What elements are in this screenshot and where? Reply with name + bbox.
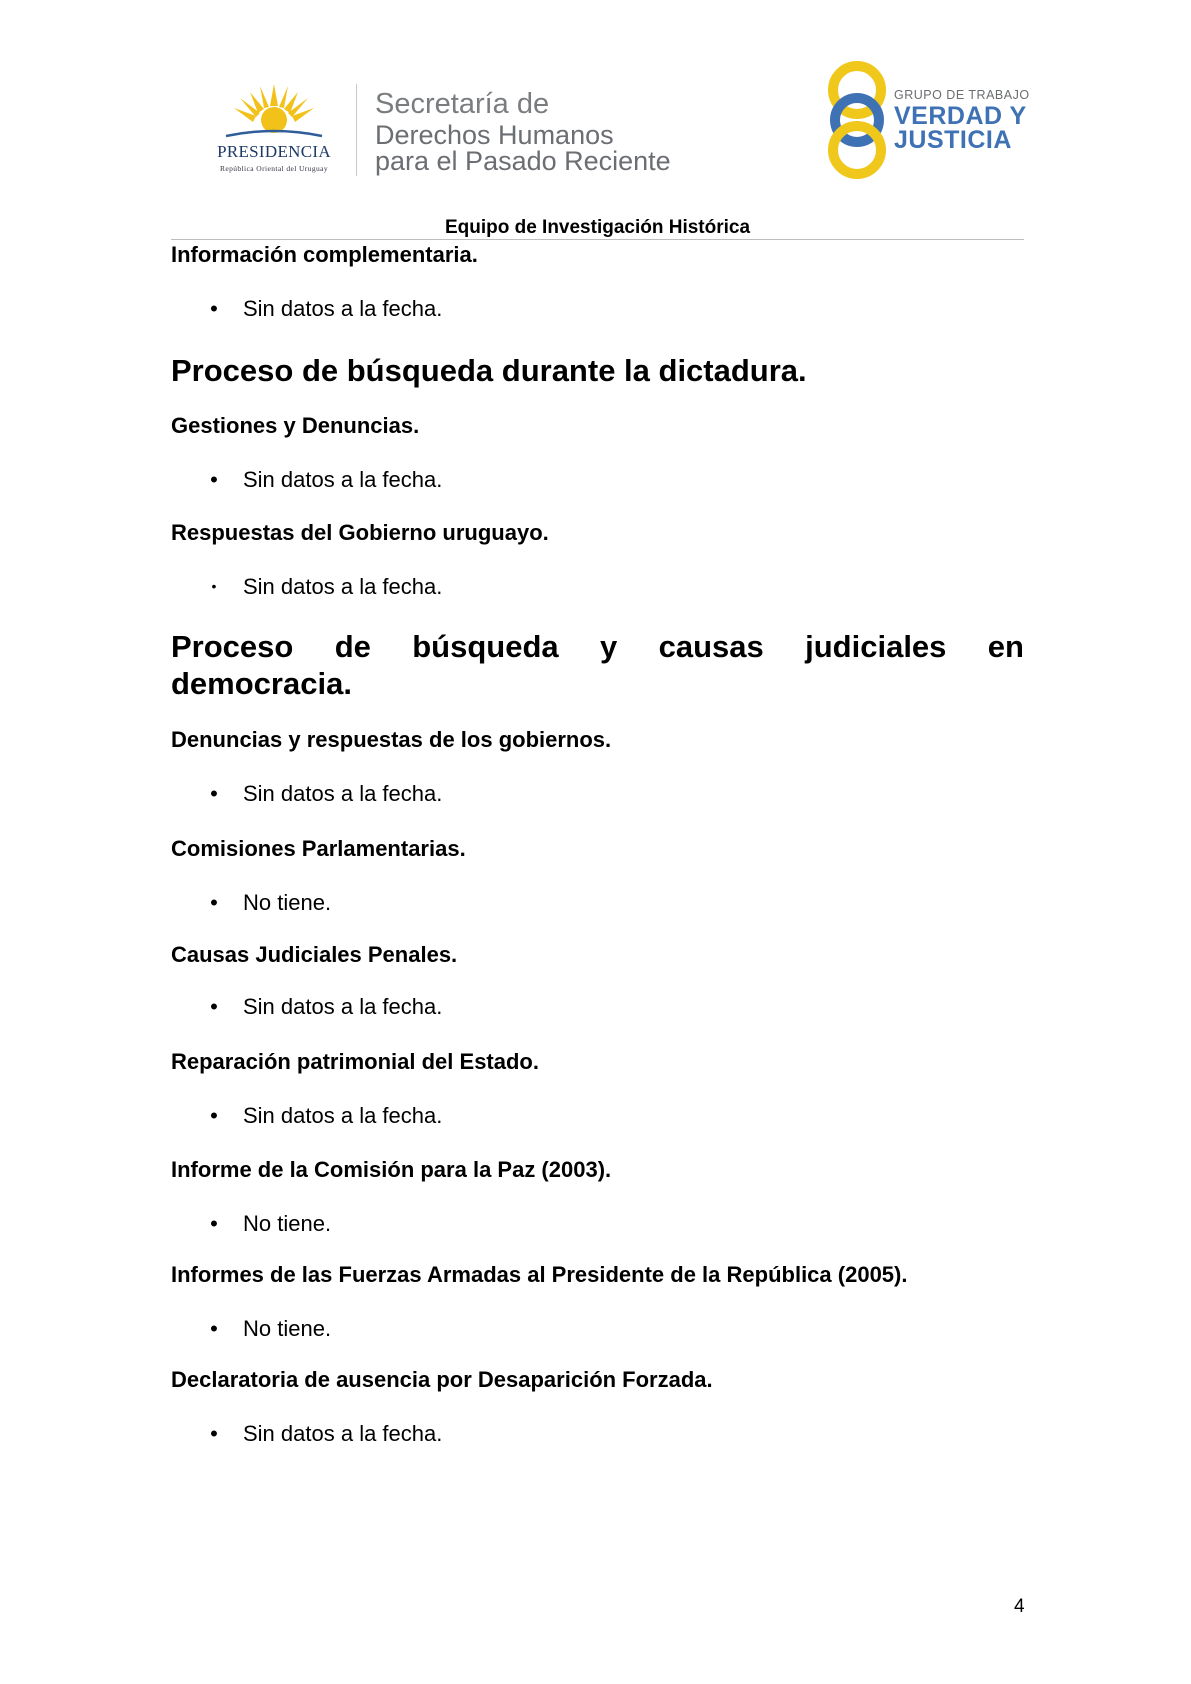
section-title-democracia-line-2: democracia.	[171, 666, 352, 701]
presidencia-name: PRESIDENCIA	[217, 142, 331, 161]
heading-declaratoria: Declaratoria de ausencia por Desaparición Forzada.	[171, 1367, 713, 1392]
list-item-text: Sin datos a la fecha.	[243, 574, 443, 599]
grupo-trabajo-label: GRUPO DE TRABAJO	[894, 88, 1030, 102]
verdad-label: VERDAD Y	[894, 102, 1027, 130]
section-title-democracia-line-1	[171, 629, 1024, 665]
bullet-icon: •	[210, 1316, 218, 1341]
heading-denuncias: Denuncias y respuestas de los gobiernos.	[171, 727, 612, 752]
page-number: 4	[1014, 1596, 1025, 1617]
heading-word: Proceso	[171, 629, 294, 664]
logo-divider	[356, 84, 357, 176]
heading-info-complementaria: Información complementaria.	[171, 242, 478, 267]
secretaria-line-1: Secretaría de	[375, 88, 550, 120]
heading-informe-paz: Informe de la Comisión para la Paz (2003).	[171, 1157, 612, 1182]
bullet-icon: •	[210, 994, 218, 1019]
bullet-icon: •	[211, 578, 217, 594]
interlinked-rings-icon	[822, 58, 892, 182]
sun-emblem-icon	[224, 82, 324, 142]
header-rule	[171, 239, 1024, 240]
list-item-text: No tiene.	[243, 1316, 332, 1341]
heading-word: búsqueda	[412, 629, 559, 664]
heading-causas: Causas Judiciales Penales.	[171, 942, 458, 967]
bullet-icon: •	[210, 890, 218, 915]
presidencia-logo	[196, 82, 352, 174]
verdad-justicia-logo	[822, 58, 1030, 182]
heading-comisiones: Comisiones Parlamentarias.	[171, 836, 466, 861]
list-item-text: No tiene.	[243, 890, 332, 915]
bullet-icon: •	[210, 781, 218, 806]
heading-word: en	[987, 629, 1024, 664]
list-item-text: Sin datos a la fecha.	[243, 781, 443, 806]
justicia-label: JUSTICIA	[894, 126, 1012, 154]
bullet-icon: •	[210, 296, 218, 321]
bullet-icon: •	[210, 467, 218, 492]
heading-informes-ffaa: Informes de las Fuerzas Armadas al Presidente de la República (2005).	[171, 1262, 908, 1287]
list-item-text: Sin datos a la fecha.	[243, 1103, 443, 1128]
heading-word: judiciales	[805, 629, 947, 664]
bullet-icon: •	[210, 1421, 218, 1446]
presidencia-subtitle: República Oriental del Uruguay	[219, 164, 328, 173]
heading-word: de	[334, 629, 371, 664]
secretaria-line-2: Derechos Humanos	[375, 120, 614, 150]
heading-word: causas	[658, 629, 764, 664]
heading-reparacion: Reparación patrimonial del Estado.	[171, 1049, 539, 1074]
bullet-icon: •	[210, 1211, 218, 1236]
section-title-dictadura: Proceso de búsqueda durante la dictadura.	[171, 353, 807, 388]
list-item-text: Sin datos a la fecha.	[243, 1421, 443, 1446]
list-item-text: Sin datos a la fecha.	[243, 296, 443, 321]
list-item-text: Sin datos a la fecha.	[243, 994, 443, 1019]
running-header-title: Equipo de Investigación Histórica	[444, 217, 751, 238]
heading-respuestas: Respuestas del Gobierno uruguayo.	[171, 520, 549, 545]
secretaria-line-3: para el Pasado Reciente	[375, 146, 671, 176]
heading-word: y	[600, 629, 618, 664]
list-item-text: No tiene.	[243, 1211, 332, 1236]
bullet-icon: •	[210, 1103, 218, 1128]
heading-gestiones: Gestiones y Denuncias.	[171, 413, 420, 438]
list-item-text: Sin datos a la fecha.	[243, 467, 443, 492]
